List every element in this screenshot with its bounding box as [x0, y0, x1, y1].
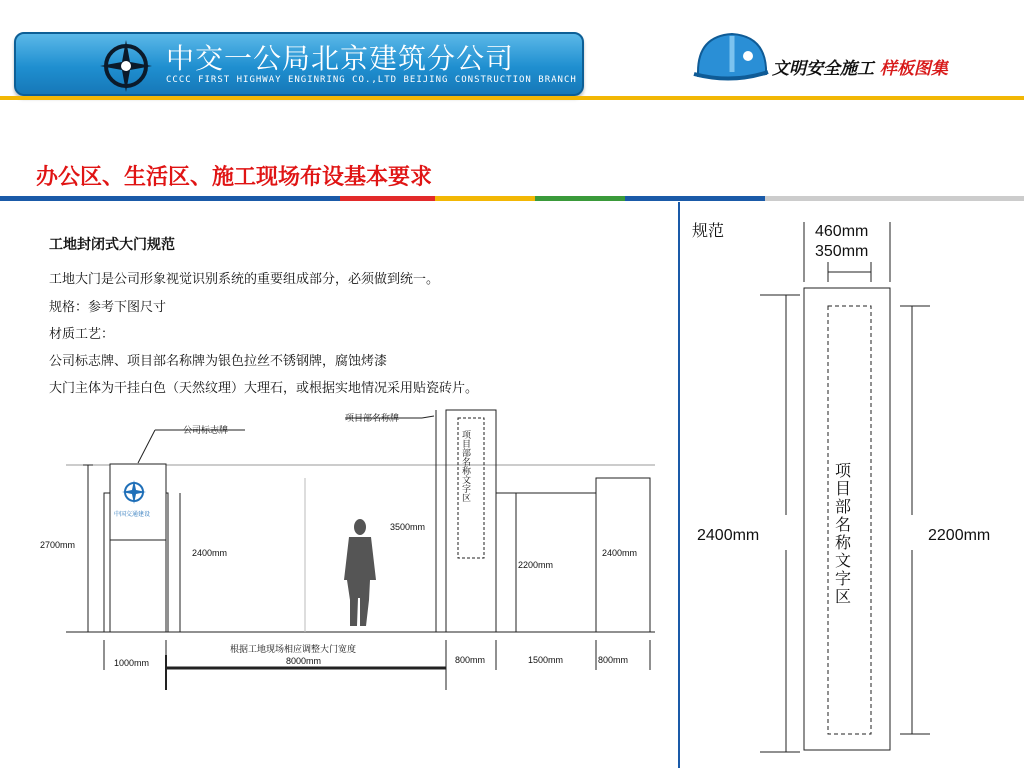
spec-heading: 工地封闭式大门规范 [49, 237, 175, 253]
slogan [772, 54, 948, 79]
dim-2400-right: 2400mm [602, 548, 638, 558]
gate-plate-text: 项目部名称文字区 [461, 430, 471, 502]
spec-line-3: 材质工艺： [49, 327, 115, 342]
spec-line-5: 大门主体为干挂白色（天然纹理）大理石，或根据实地情况采用贴瓷砖片。 [49, 381, 479, 396]
dim-800-b: 800mm [598, 655, 629, 665]
plate-width-outer: 460mm [815, 223, 869, 240]
company-name-english: CCCC FIRST HIGHWAY ENGINRING CO.,LTD BEIJING CONSTRUCTION BRANCH [166, 75, 577, 85]
safety-helmet-icon [692, 28, 770, 86]
plate-text-area: 项目部名称文字区 [832, 462, 850, 606]
plate-height-outer: 2400mm [697, 527, 760, 544]
logo-sign-label: 公司标志牌 [183, 425, 229, 435]
gate-logo-text: 中国交通建设 [114, 512, 151, 518]
plate-height-inner: 2200mm [928, 527, 991, 544]
dim-2400-left: 2400mm [192, 548, 228, 558]
slogan-red: 样板图集 [879, 59, 948, 79]
dim-3500: 3500mm [390, 522, 426, 532]
dim-1500: 1500mm [528, 655, 564, 665]
dim-2700: 2700mm [40, 540, 76, 550]
plate-width-inner: 350mm [815, 243, 869, 260]
slogan-black: 文明安全施工 [772, 59, 874, 79]
spec-line-1: 工地大门是公司形象视觉识别系统的重要组成部分，必须做到统一。 [49, 272, 440, 287]
spec-line-4: 公司标志牌、项目部名称牌为银色拉丝不锈钢牌，腐蚀烤漆 [49, 354, 388, 369]
section-title: 办公区、生活区、施工现场布设基本要求 [36, 165, 433, 190]
right-panel-heading: 规范 [692, 221, 725, 240]
person-silhouette-icon [344, 519, 376, 626]
company-name: 中交一公局北京建筑分公司 [166, 42, 515, 75]
dim-2200: 2200mm [518, 560, 554, 570]
spec-line-2: 规格：参考下图尺寸 [49, 300, 167, 315]
dim-800-a: 800mm [455, 655, 486, 665]
dim-8000: 8000mm [286, 656, 322, 666]
dim-1000: 1000mm [114, 658, 150, 668]
name-plate-label: 项目部名称牌 [345, 413, 400, 423]
gate-note: 根据工地现场相应调整大门宽度 [230, 644, 357, 654]
